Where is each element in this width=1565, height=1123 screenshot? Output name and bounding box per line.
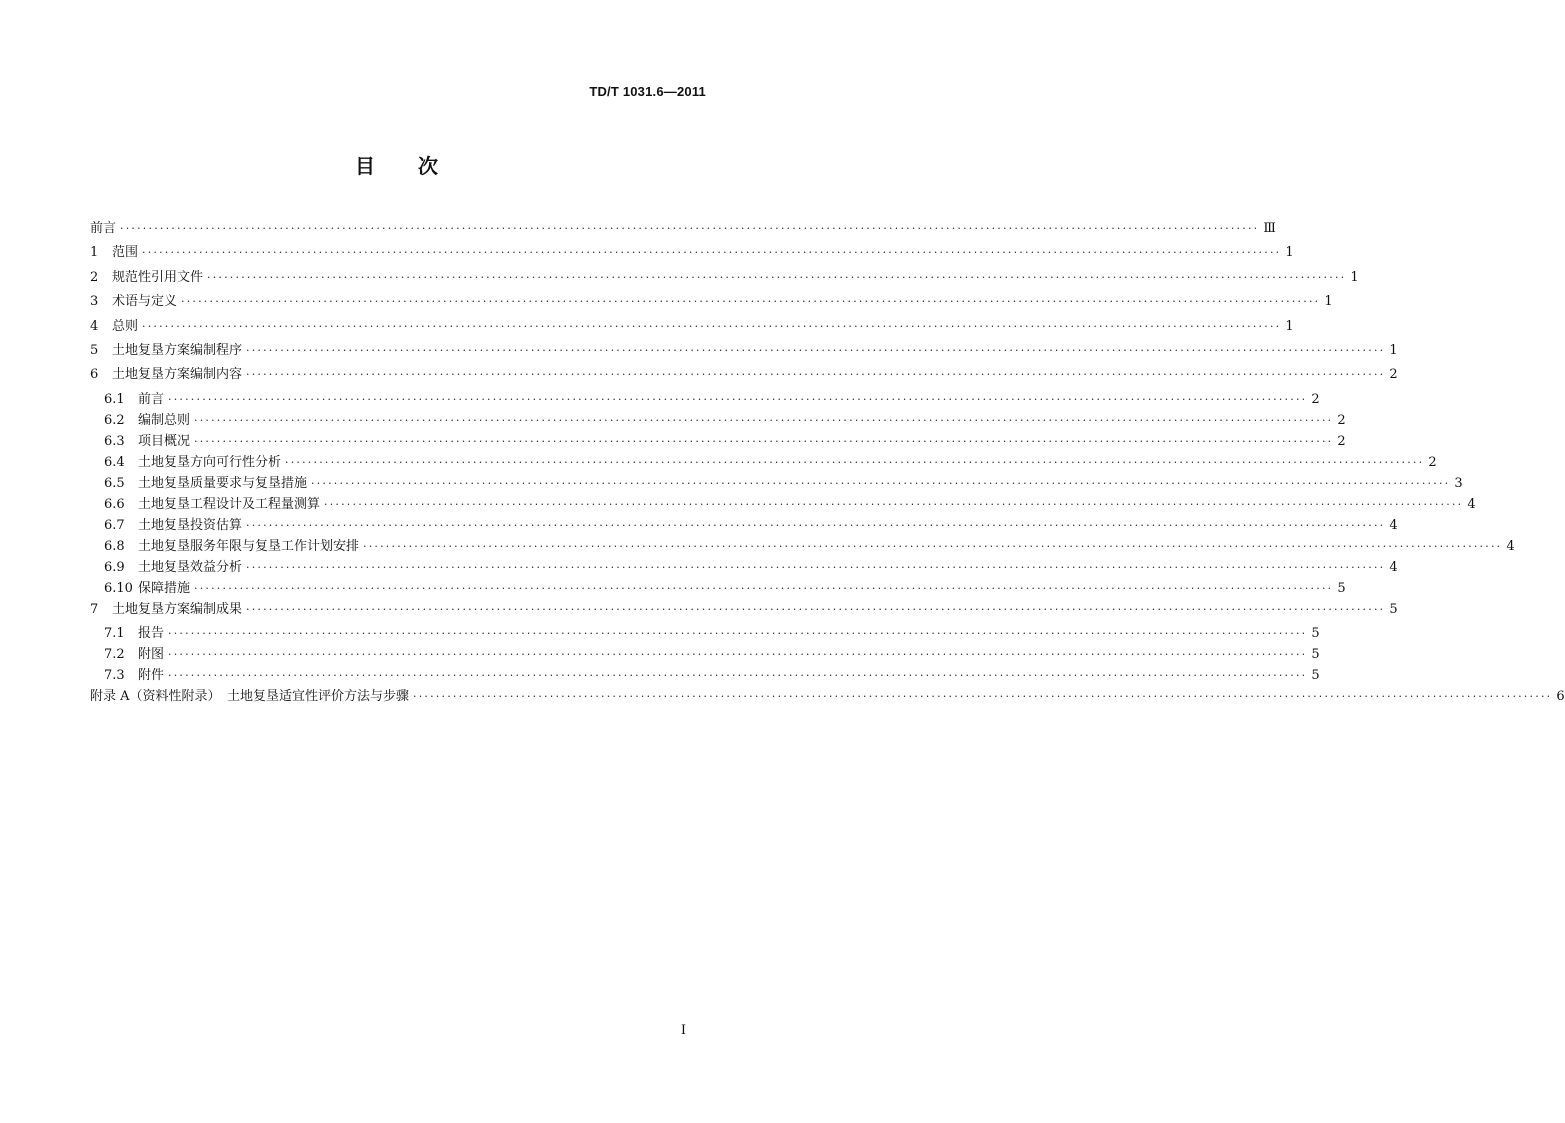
toc-entry-number: 6.5 [104,475,125,491]
toc-entry-number: 7.1 [104,626,125,642]
page-number: I [680,1023,686,1038]
toc-dot-leader: ········································································································································································································ [120,222,1260,235]
toc-entry[interactable] [90,339,1398,363]
toc-entry-label [104,514,242,533]
toc-entry-label [90,290,177,309]
toc-dot-leader: ········································································································································································································ [168,648,1308,662]
toc-entry-title: 规范性引用文件 [112,269,204,285]
toc-entry-page: 2 [1311,391,1320,407]
toc-entry-label [104,430,190,449]
toc-entry-page: 2 [1337,412,1346,428]
toc-entry[interactable] [90,643,1320,664]
toc-entry-page: 5 [1337,580,1346,596]
toc-entry-title: 保障措施 [138,580,191,596]
toc-entry-title: 土地复垦方案编制程序 [112,342,243,358]
toc-entry-page: 3 [1454,475,1463,491]
toc-dot-leader: ········································································································································································································ [285,455,1425,469]
toc-entry-number: 6.2 [104,412,125,428]
toc-entry-number: 3 [90,294,99,310]
toc-entry[interactable] [90,217,1276,241]
toc-entry-number: 7.2 [104,647,125,663]
toc-entry-title: 编制总则 [138,412,191,428]
toc-entry-label [90,241,138,260]
toc-dot-leader: ········································································································································································································ [194,413,1334,427]
toc-entry-number: 5 [90,342,99,358]
toc-entry-title: 土地复垦方向可行性分析 [138,454,282,470]
toc-entry[interactable] [90,556,1398,577]
toc-entry-page: 2 [1337,433,1346,449]
toc-entry-page: 5 [1311,626,1320,642]
toc-entry[interactable] [90,493,1476,514]
toc-entry[interactable] [90,241,1294,265]
toc-entry-title: 附录 A（资料性附录） 土地复垦适宜性评价方法与步骤 [90,689,410,705]
toc-entry-page: 6 [1556,689,1565,705]
toc-entry[interactable] [90,622,1320,643]
table-of-contents [90,217,1565,710]
toc-dot-leader: ········································································································································································································ [207,270,1347,284]
toc-entry-title: 前言 [90,221,117,236]
toc-entry[interactable] [90,409,1346,430]
toc-entry-title: 土地复垦效益分析 [138,559,243,575]
toc-entry-label [90,339,242,358]
toc-entry-label [104,556,242,575]
toc-entry-number: 6.1 [104,391,125,407]
toc-entry-number: 6.4 [104,454,125,470]
toc-entry-page: 4 [1389,517,1398,533]
toc-entry-label [104,622,164,641]
toc-entry-title: 范围 [112,245,139,261]
toc-entry-label [104,535,359,554]
toc-dot-leader: ········································································································································································································ [246,343,1386,357]
toc-entry[interactable] [90,577,1346,598]
toc-entry[interactable] [90,388,1320,409]
standard-code: TD/T 1031.6—2011 [589,84,706,99]
toc-entry-title: 土地复垦方案编制内容 [112,367,243,383]
toc-entry-page: 5 [1311,668,1320,684]
toc-entry-number: 7.3 [104,668,125,684]
toc-entry[interactable] [90,363,1398,387]
toc-entry-number: 6.8 [104,538,125,554]
toc-entry-page: 4 [1467,496,1476,512]
toc-dot-leader: ········································································································································································································ [413,690,1553,704]
toc-entry-label [90,363,242,382]
toc-entry-label [104,493,320,512]
toc-entry-title: 前言 [138,391,165,407]
toc-entry-label [104,451,281,470]
toc-entry-number: 6 [90,367,99,383]
page-title: 目 次 [355,154,439,178]
toc-entry-title: 土地复垦方案编制成果 [112,601,243,617]
toc-entry-label [104,577,190,596]
toc-dot-leader: ········································································································································································································ [181,295,1321,309]
toc-dot-leader: ········································································································································································································ [246,368,1386,382]
toc-entry-page: 1 [1324,294,1333,310]
toc-entry-title: 报告 [138,626,165,642]
toc-entry-label [90,598,242,617]
toc-entry-page: 2 [1428,454,1437,470]
toc-entry-number: 6.3 [104,433,125,449]
toc-entry[interactable] [90,472,1463,493]
toc-entry[interactable] [90,451,1437,472]
toc-dot-leader: ········································································································································································································ [363,539,1503,553]
toc-dot-leader: ········································································································································································································ [324,497,1464,511]
toc-dot-leader: ········································································································································································································ [246,518,1386,532]
toc-entry[interactable] [90,430,1346,451]
toc-entry-number: 1 [90,245,99,261]
toc-entry-page: 5 [1311,647,1320,663]
toc-entry-title: 附图 [138,647,165,663]
toc-entry-label [104,643,164,662]
toc-dot-leader: ········································································································································································································ [142,246,1282,260]
toc-entry-number: 6.10 [104,580,133,596]
toc-entry-number: 4 [90,318,99,334]
toc-entry-title: 土地复垦服务年限与复垦工作计划安排 [138,538,360,554]
toc-entry-page: 4 [1389,559,1398,575]
toc-dot-leader: ········································································································································································································ [142,319,1282,333]
toc-entry[interactable] [90,535,1515,556]
toc-entry-label [90,685,409,704]
toc-entry-page: 5 [1389,601,1398,617]
toc-dot-leader: ········································································································································································································ [194,581,1334,595]
toc-entry[interactable] [90,315,1294,339]
toc-entry-page: 4 [1506,538,1515,554]
toc-dot-leader: ········································································································································································································ [194,434,1334,448]
toc-entry[interactable] [90,266,1359,290]
toc-entry[interactable] [90,685,1565,709]
toc-entry-page: 1 [1389,342,1398,358]
toc-entry-label [104,409,190,428]
toc-entry-label [104,388,164,407]
toc-entry-label [90,217,116,236]
toc-entry-page: 1 [1285,245,1294,261]
toc-entry[interactable] [90,598,1398,622]
toc-entry-page: 1 [1350,269,1359,285]
toc-entry-number: 6.9 [104,559,125,575]
toc-entry-title: 附件 [138,668,165,684]
toc-dot-leader: ········································································································································································································ [168,669,1308,683]
toc-dot-leader: ········································································································································································································ [168,627,1308,641]
toc-entry[interactable] [90,664,1320,685]
toc-dot-leader: ········································································································································································································ [311,476,1451,490]
toc-entry-title: 土地复垦质量要求与复垦措施 [138,475,308,491]
toc-dot-leader: ········································································································································································································ [246,560,1386,574]
toc-entry-page: 1 [1285,318,1294,334]
toc-entry-label [90,266,203,285]
toc-entry-number: 6.7 [104,517,125,533]
toc-entry[interactable] [90,290,1333,314]
toc-dot-leader: ········································································································································································································ [246,602,1386,616]
toc-entry-label [90,315,138,334]
toc-entry-title: 项目概况 [138,433,191,449]
toc-entry-number: 2 [90,269,99,285]
toc-entry-page: Ⅲ [1263,221,1276,236]
toc-entry-title: 土地复垦工程设计及工程量测算 [138,496,321,512]
toc-dot-leader: ········································································································································································································ [168,392,1308,406]
toc-entry-label [104,664,164,683]
toc-entry-label [104,472,307,491]
toc-entry-page: 2 [1389,367,1398,383]
toc-entry-number: 6.6 [104,496,125,512]
toc-entry-number: 7 [90,601,99,617]
toc-entry-title: 术语与定义 [112,294,178,310]
toc-entry-title: 土地复垦投资估算 [138,517,243,533]
toc-entry-title: 总则 [112,318,139,334]
toc-entry[interactable] [90,514,1398,535]
